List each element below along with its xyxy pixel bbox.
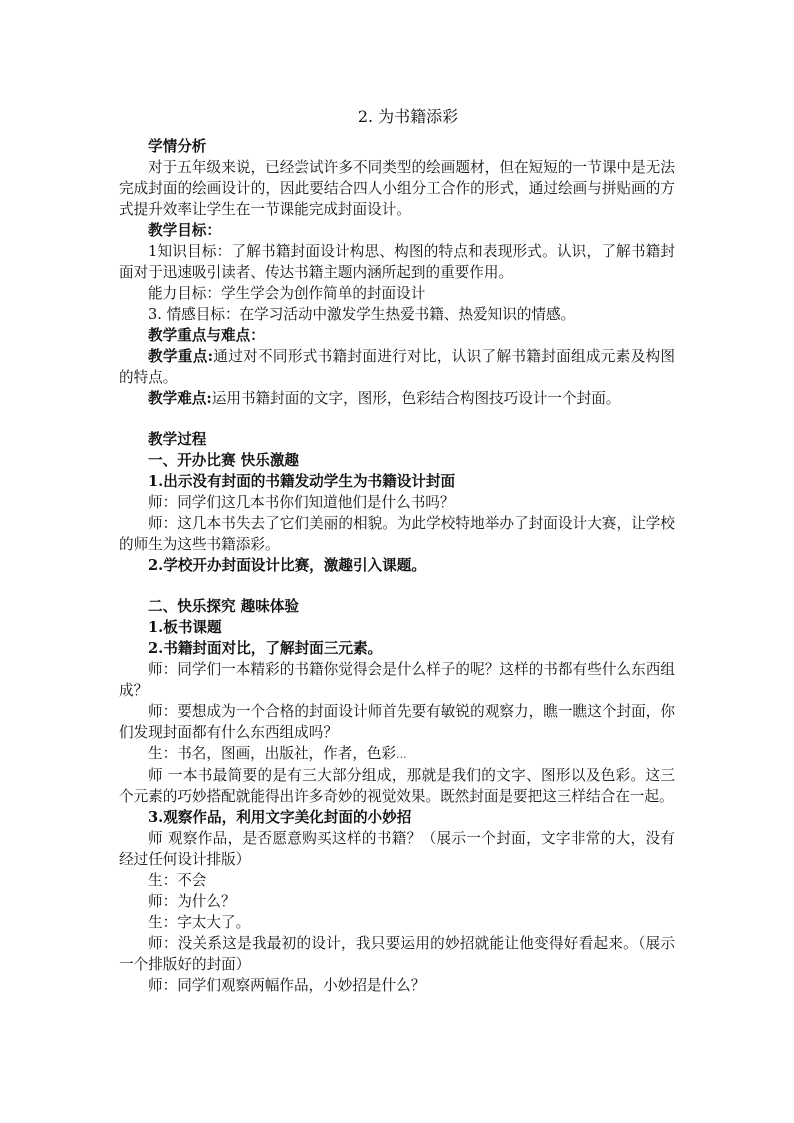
dialogue-line: 师 观察作品，是否愿意购买这样的书籍？（展示一个封面，文字非常的大，没有经过任何设计排版） bbox=[119, 830, 675, 868]
dialogue-line: 师：没关系这是我最初的设计，我只要运用的妙招就能让他变得好看起来。（展示一个排版好的封面） bbox=[119, 935, 675, 973]
part2-step3: 3.观察作品，利用文字美化封面的小妙招 bbox=[148, 809, 412, 826]
student-answer: 生：书名，图画，出版社，作者，色彩 bbox=[148, 745, 397, 762]
dialogue-line: 师 一本书最简要的是有三大部分组成，那就是我们的文字、图形以及色彩。这三个元素的巧妙搭配就能得出许多奇妙的视觉效果。既然封面是要把这三样结合在一起。 bbox=[119, 767, 675, 805]
difficulty-text: 运用书籍封面的文字，图形，色彩结合构图技巧设计一个封面。 bbox=[211, 390, 621, 407]
section-heading-process: 教学过程 bbox=[148, 431, 207, 448]
part1-step2: 2.学校开办封面设计比赛，激趣引入课题。 bbox=[148, 557, 426, 574]
paragraph-key bbox=[119, 346, 675, 388]
dialogue-line: 师：为什么？ bbox=[148, 893, 236, 910]
page-title: 2. 为书籍添彩 bbox=[357, 107, 459, 126]
dialogue-line bbox=[119, 743, 675, 765]
part2-step1: 1.板书课题 bbox=[148, 619, 222, 636]
difficulty-label: 教学难点: bbox=[148, 390, 212, 407]
dialogue-line: 师：要想成为一个合格的封面设计师首先要有敏锐的观察力，瞧一瞧这个封面，你们发现封面都有什么东西组成吗？ bbox=[119, 703, 675, 741]
paragraph-difficulty bbox=[119, 388, 675, 409]
spacer bbox=[119, 576, 675, 596]
key-label: 教学重点: bbox=[148, 348, 213, 365]
dialogue-line: 师：这几本书失去了它们美丽的相貌。为此学校特地举办了封面设计大赛，让学校的师生为这些书籍添彩。 bbox=[119, 515, 675, 553]
part2-title: 二、快乐探究 趣味体验 bbox=[148, 598, 300, 615]
dialogue-line: 生：不会 bbox=[148, 872, 207, 889]
paragraph-goal-emotion: 3. 情感目标：在学习活动中激发学生热爱书籍、热爱知识的情感。 bbox=[148, 306, 576, 323]
document-body bbox=[119, 106, 675, 996]
paragraph-analysis: 对于五年级来说，已经尝试许多不同类型的绘画题材，但在短短的一节课中是无法完成封面的绘画设计的，因此要结合四人小组分工合作的形式，通过绘画与拼贴画的方式提升效率让学生在一节课能完成封面设计。 bbox=[119, 159, 675, 218]
part1-step1: 1.出示没有封面的书籍发动学生为书籍设计封面 bbox=[148, 473, 456, 490]
dialogue-line: 师：同学们观察两幅作品，小妙招是什么？ bbox=[148, 977, 426, 994]
paragraph-goal-knowledge: 1知识目标：了解书籍封面设计构思、构图的特点和表现形式。认识，了解书籍封面对于迅速吸引读者、传达书籍主题内涵所起到的重要作用。 bbox=[119, 243, 675, 281]
part1-title: 一、开办比赛 快乐激趣 bbox=[148, 452, 300, 469]
ellipsis: ... bbox=[396, 748, 407, 761]
key-text: 通过对不同形式书籍封面进行对比，认识了解书籍封面组成元素及构图的特点。 bbox=[119, 348, 675, 386]
section-heading-analysis: 学情分析 bbox=[148, 138, 207, 155]
section-heading-goals: 教学目标： bbox=[148, 222, 221, 239]
part2-step2: 2.书籍封面对比，了解封面三元素。 bbox=[148, 640, 383, 657]
dialogue-line: 师：同学们一本精彩的书籍你觉得会是什么样子的呢？这样的书都有些什么东西组成？ bbox=[119, 661, 675, 699]
dialogue-line: 师：同学们这几本书你们知道他们是什么书吗？ bbox=[148, 494, 455, 511]
spacer bbox=[119, 409, 675, 429]
dialogue-line: 生：字太大了。 bbox=[148, 914, 251, 931]
paragraph-goal-ability: 能力目标：学生学会为创作简单的封面设计 bbox=[148, 285, 426, 302]
section-heading-keypoints: 教学重点与难点： bbox=[148, 327, 265, 344]
